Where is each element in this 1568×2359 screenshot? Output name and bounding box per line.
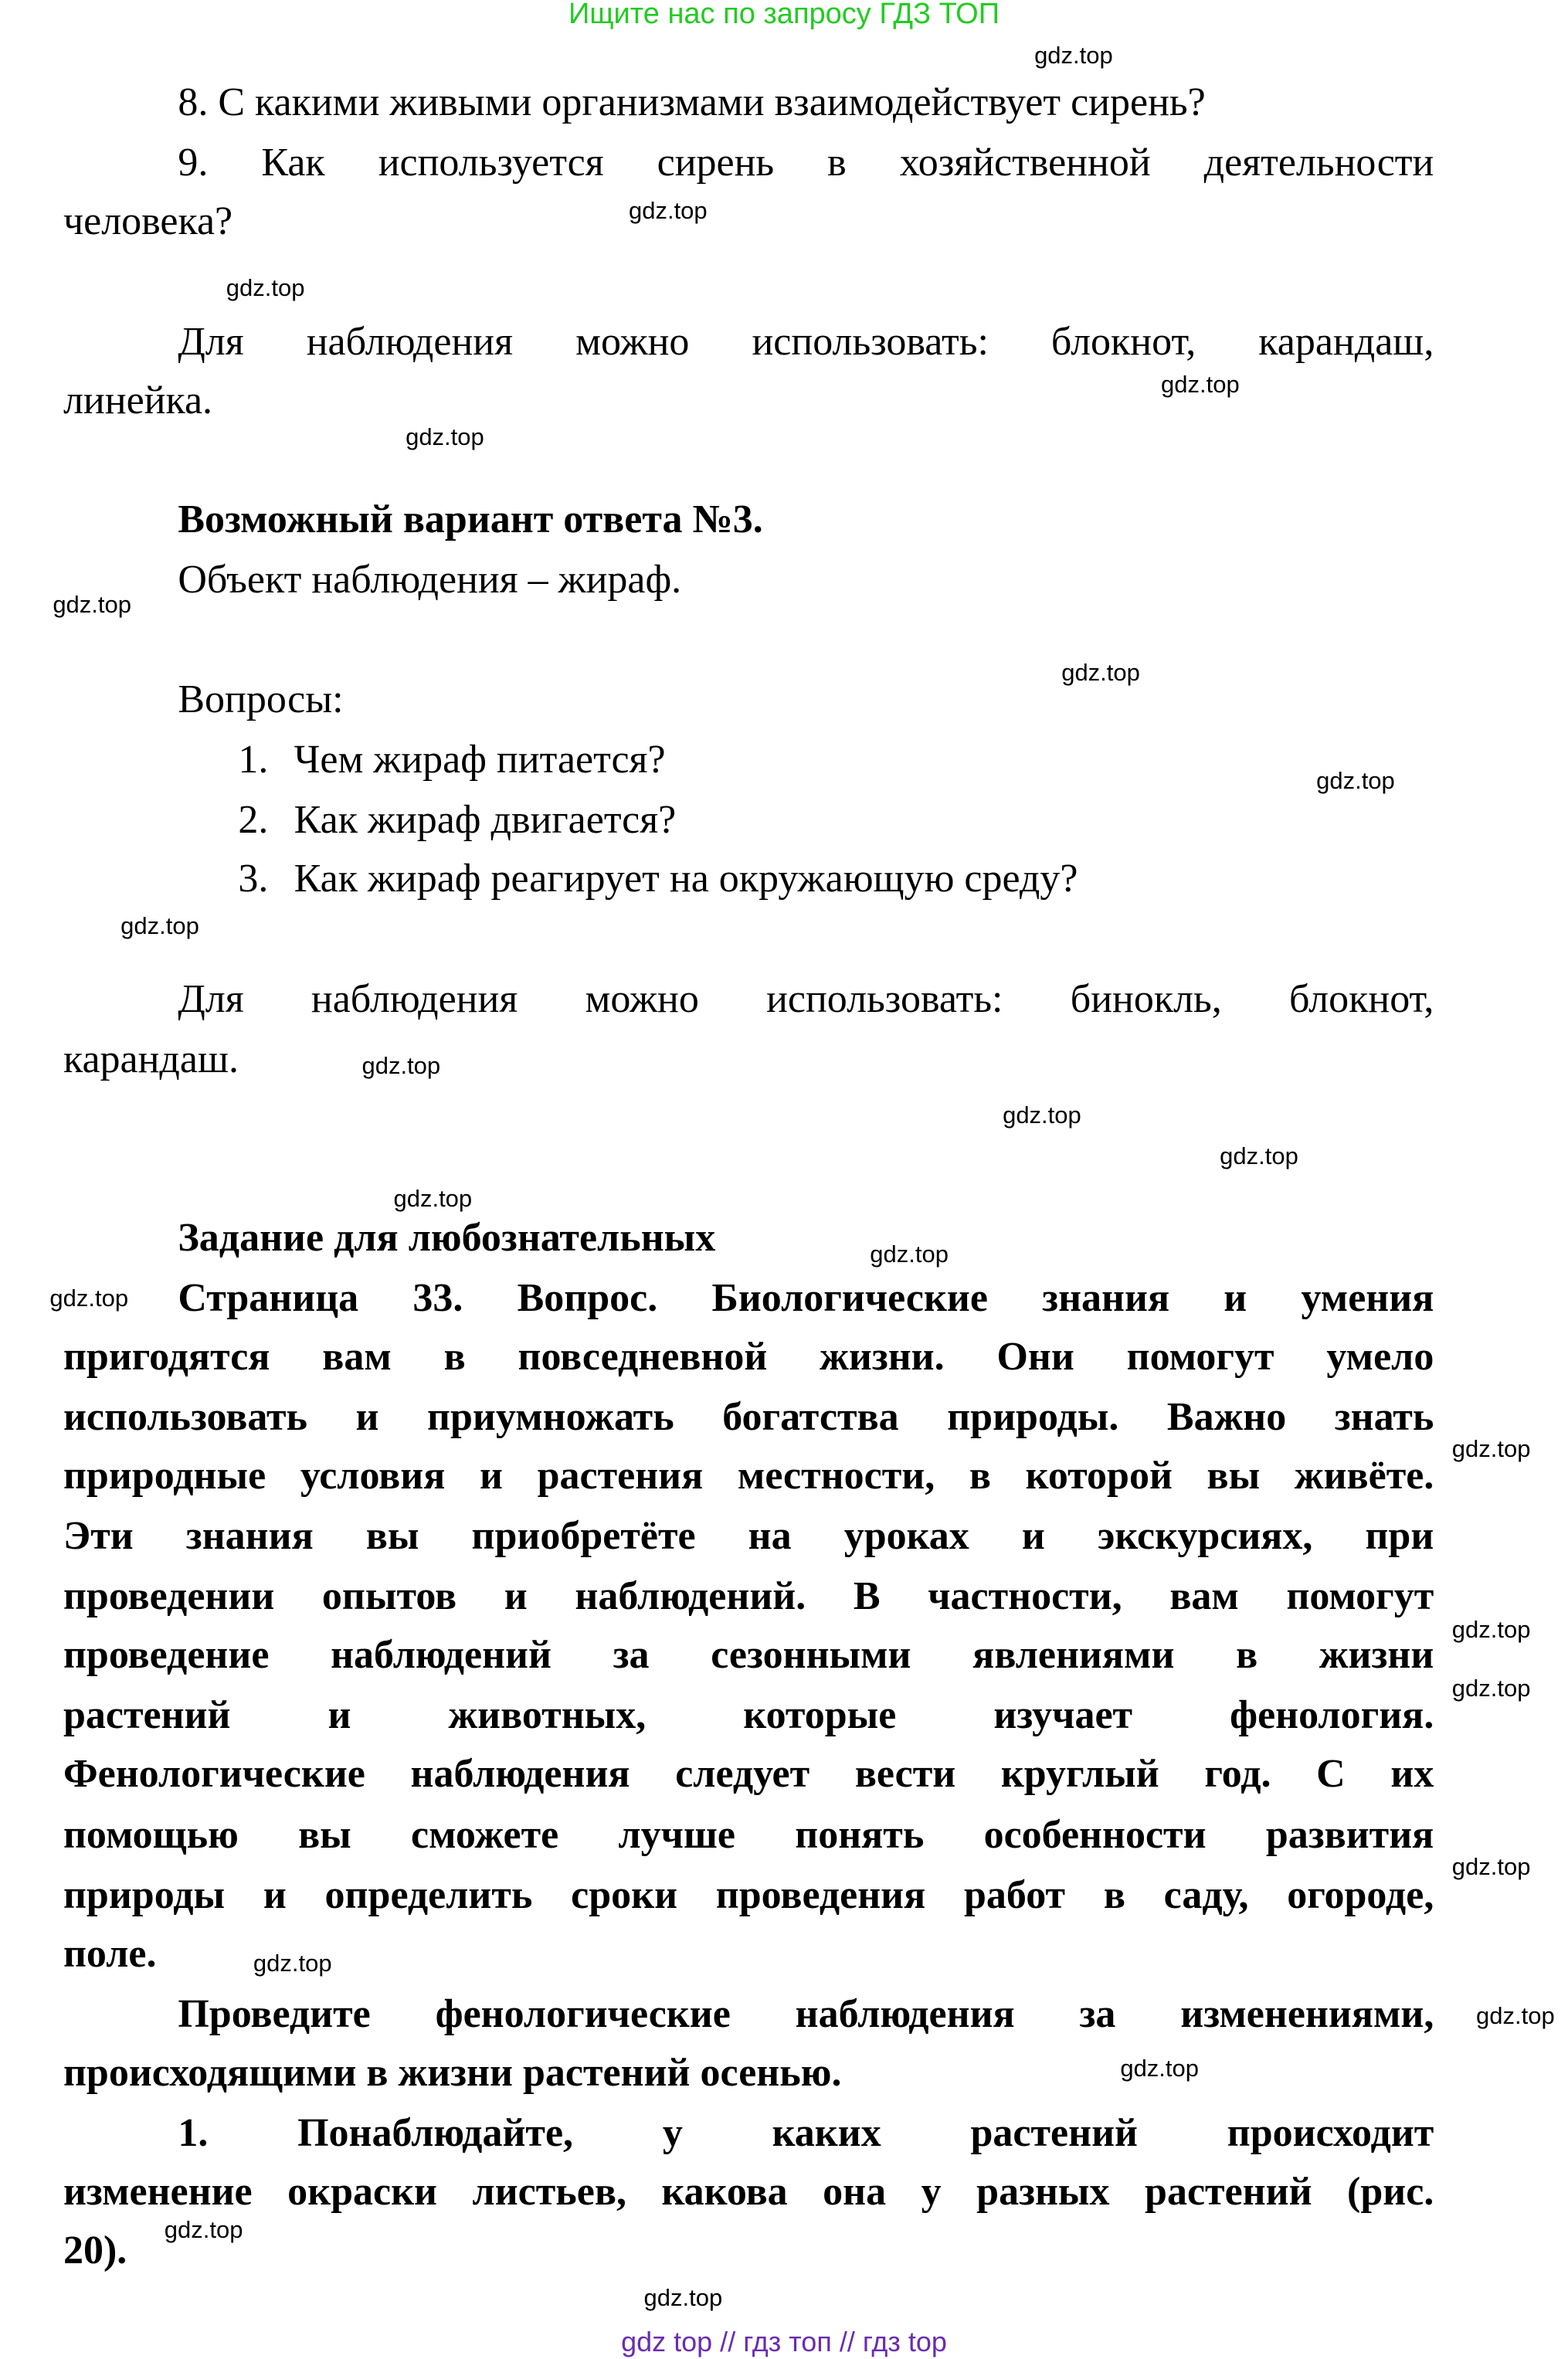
text-line: происходящими в жизни растений осенью. [63,2050,842,2095]
text-line: пригодятся вам в повседневной жизни. Они помогут умело [63,1334,1434,1379]
text-line: Задание для любознательных [178,1215,716,1260]
watermark-text: gdz.top [1034,42,1113,70]
list-item: Как жираф реагирует на окружающую среду? [294,856,1078,901]
watermark-text: gdz.top [1161,370,1240,398]
text-line: Объект наблюдения – жираф. [178,558,682,602]
watermark-text: gdz.top [1061,658,1140,686]
watermark-text: gdz.top [1003,1101,1081,1129]
text-line: проведении опытов и наблюдений. В частности, вам помогут [63,1574,1434,1619]
watermark-text: gdz.top [226,273,305,301]
watermark-text: gdz.top [1120,2055,1200,2082]
text-line: проведение наблюдений за сезонными явлениями в жизни [63,1633,1434,1678]
watermark-text: gdz.top [1220,1142,1298,1170]
list-number: 3. [238,856,269,901]
text-line: Проведите фенологические наблюдения за изменениями, [178,1991,1434,2036]
watermark-text: gdz.top [870,1241,949,1268]
watermark-text: gdz.top [164,2216,243,2243]
watermark-text: gdz.top [406,423,484,451]
text-line: Эти знания вы приобретёте на уроках и экскурсиях, при [63,1514,1434,1559]
text-line: 9. Как используется сирень в хозяйственной деятельности [178,140,1434,185]
text-line: изменение окраски листьев, какова она у разных растений (рис. [63,2170,1434,2215]
text-line: Для наблюдения можно использовать: блокнот, карандаш, [178,320,1434,365]
text-line: природные условия и растения местности, в которой вы живёте. [63,1453,1434,1498]
text-line: 20). [63,2228,127,2273]
text-line: природы и определить сроки проведения работ в саду, огороде, [63,1872,1434,1917]
text-line: Для наблюдения можно использовать: бинокль, блокнот, [178,977,1434,1022]
watermark-text: gdz.top [628,197,708,225]
watermark-text: gdz.top [393,1184,473,1212]
text-line: линейка. [63,378,213,423]
footer-links[interactable]: gdz top // гдз топ // гдз top [621,2326,947,2357]
watermark-text: gdz.top [1451,1675,1531,1702]
text-line: карандаш. [63,1037,239,1082]
watermark-text: gdz.top [253,1949,332,1977]
list-item: Чем жираф питается? [294,737,666,782]
text-line: 8. С какими живыми организмами взаимодействует сирень? [178,80,1206,124]
watermark-text: gdz.top [643,2283,723,2311]
search-banner: Ищите нас по запросу ГДЗ ТОП [568,0,1000,30]
list-number: 1. [238,737,269,782]
watermark-text: gdz.top [49,1284,129,1312]
watermark-text: gdz.top [53,590,132,618]
text-line: человека? [63,199,233,243]
text-line: Вопросы: [178,677,344,721]
text-line: Страница 33. Вопрос. Биологические знания и умения [178,1275,1434,1320]
text-line: растений и животных, которые изучает фенология. [63,1693,1434,1738]
text-line: Возможный вариант ответа №3. [178,497,763,542]
text-line: Фенологические наблюдения следует вести круглый год. С их [63,1752,1434,1797]
watermark-text: gdz.top [361,1052,441,1080]
text-line: поле. [63,1931,157,1976]
text-line: использовать и приумножать богатства природы. Важно знать [63,1394,1434,1439]
text-line: помощью вы сможете лучше понять особенности развития [63,1812,1434,1857]
watermark-text: gdz.top [1451,1852,1531,1880]
list-number: 2. [238,797,269,842]
watermark-text: gdz.top [120,911,199,939]
list-item: Как жираф двигается? [294,797,677,842]
watermark-text: gdz.top [1316,767,1395,795]
watermark-text: gdz.top [1451,1434,1531,1462]
watermark-text: gdz.top [1451,1616,1531,1644]
text-line: 1. Понаблюдайте, у каких растений происходит [178,2111,1434,2156]
watermark-text: gdz.top [1476,2001,1555,2029]
